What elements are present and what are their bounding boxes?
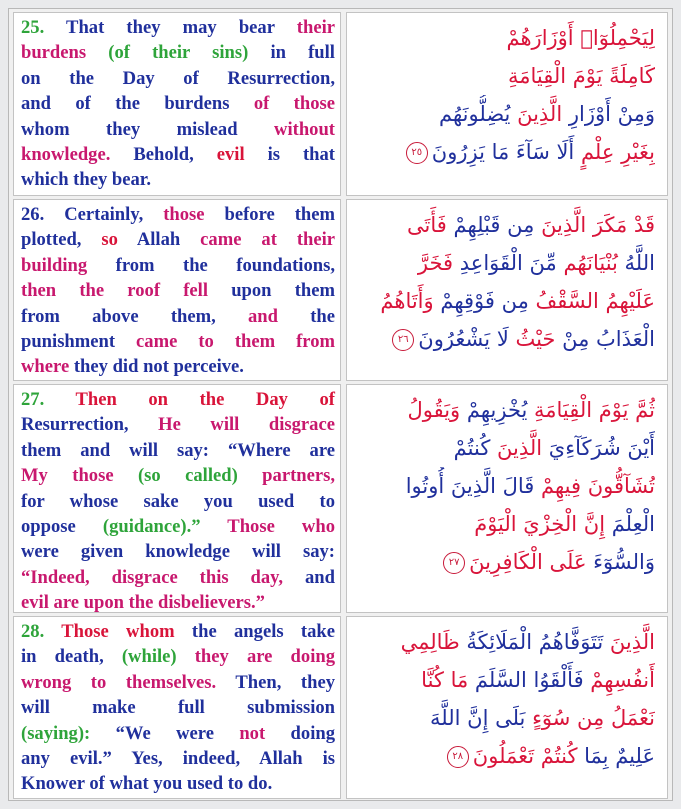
text-segment: (while) <box>121 646 177 668</box>
arabic-line <box>355 467 655 505</box>
english-line <box>21 354 335 379</box>
english-line <box>21 253 335 278</box>
arabic-segment: لِيَحْمِلُوٓا۟ أَوْزَارَهُمْ <box>506 26 655 50</box>
english-line <box>21 66 335 91</box>
text-segment: oppose <box>21 516 103 538</box>
text-segment: which they bear. <box>21 169 151 191</box>
text-segment: 28. <box>21 621 45 642</box>
text-segment: evil <box>216 144 245 166</box>
arabic-segment: مِّنَ الْقَوَاعِدِ <box>453 251 564 275</box>
text-segment: Those whom <box>44 621 192 642</box>
arabic-segment: وَأَتَاهُمُ <box>380 289 434 313</box>
text-segment: in death, <box>21 646 122 668</box>
arabic-line <box>355 133 655 171</box>
verse-row-28 <box>13 616 668 799</box>
text-segment: whom they mislead <box>21 118 275 140</box>
english-line <box>21 619 335 644</box>
text-segment: then the roof fell <box>21 280 208 302</box>
arabic-line <box>355 737 655 775</box>
text-segment: 25. <box>21 17 45 38</box>
verse-row-27 <box>13 384 668 613</box>
arabic-segment: كَامِلَةً يَوْمَ الْقِيَامَةِ <box>508 64 655 88</box>
ayah-number-marker: ٢٨ <box>447 746 469 768</box>
english-line <box>21 771 335 796</box>
text-segment: Then, they <box>216 671 335 693</box>
text-segment: Then on the Day of <box>44 389 335 410</box>
arabic-line <box>355 699 655 737</box>
arabic-segment: ثُمَّ يَوْمَ الْقِيَامَةِ <box>534 398 655 422</box>
text-segment: came to them from <box>136 331 335 353</box>
english-line <box>21 304 335 329</box>
english-line <box>21 565 335 590</box>
arabic-segment: يُخْزِيهِمْ <box>460 398 535 422</box>
text-segment: evil are upon the disbelievers.” <box>21 592 265 614</box>
text-segment: “We were <box>90 722 240 744</box>
arabic-segment: مَا كُنَّا <box>421 668 469 692</box>
arabic-line <box>355 661 655 699</box>
text-segment: the <box>277 305 336 327</box>
arabic-segment: مِن قَبْلِهِمْ <box>446 213 542 237</box>
text-segment: Behold, <box>110 144 217 166</box>
arabic-line <box>355 320 655 358</box>
arabic-text <box>346 12 668 196</box>
arabic-segment: عَلَيْهِمُ السَّقْفُ <box>535 289 655 313</box>
arabic-segment: الَّذِينَ <box>517 102 563 126</box>
arabic-segment: بَلَى إِنَّ اللَّهَ <box>430 706 533 730</box>
arabic-segment: الَّذِينَ <box>497 436 543 460</box>
arabic-line <box>355 429 655 467</box>
arabic-segment: أَيْنَ شُرَكَآءِيَ <box>542 436 655 460</box>
arabic-line <box>355 19 655 57</box>
arabic-segment: فَأَتَى <box>407 213 447 237</box>
english-line <box>21 40 335 65</box>
text-segment: wrong to themselves. <box>21 671 217 693</box>
arabic-text <box>346 384 668 613</box>
arabic-segment: قَدْ مَكَرَ الَّذِينَ <box>541 213 655 237</box>
text-segment: partners, <box>237 465 335 487</box>
text-segment: in full <box>248 42 335 64</box>
text-segment: where <box>21 356 70 378</box>
arabic-segment: قَالَ الَّذِينَ أُوتُوا <box>405 474 541 498</box>
arabic-segment: فَأَلْقَوُا السَّلَمَ <box>468 668 591 692</box>
arabic-segment: عَلَى الْكَافِرِينَ <box>469 550 587 574</box>
text-segment: those <box>163 204 205 225</box>
text-segment: they did not perceive. <box>69 356 244 378</box>
arabic-segment: أَنفُسِهِمْ <box>590 668 655 692</box>
text-segment: this day, <box>199 566 284 588</box>
english-line <box>21 202 335 227</box>
text-segment: Certainly, <box>44 204 164 225</box>
arabic-segment: إِنَّ الْخِزْيَ الْيَوْمَ <box>474 512 606 536</box>
english-line <box>21 721 335 746</box>
text-segment: (guidance).” <box>102 516 201 538</box>
text-segment: any evil.” <box>21 748 112 770</box>
text-segment: “Indeed, disgrace <box>21 566 200 588</box>
text-segment: from the foundations, <box>87 254 335 276</box>
ayah-number-marker: ٢٥ <box>406 142 428 164</box>
text-segment: (saying): <box>21 722 91 744</box>
arabic-segment: بُنْيَانَهُم <box>563 251 618 275</box>
arabic-segment: لَا يَشْعُرُونَ <box>418 327 516 351</box>
arabic-segment: اللَّهُ <box>617 251 655 275</box>
arabic-line <box>355 244 655 282</box>
text-segment: knowledge. <box>21 144 111 166</box>
english-line <box>21 438 335 463</box>
english-line <box>21 412 335 437</box>
text-segment: (of their sins) <box>108 42 249 64</box>
text-segment: Those who <box>200 516 335 538</box>
arabic-segment: وَمِنْ أَوْزَارِ <box>562 102 655 126</box>
text-segment: from above them, <box>21 305 248 327</box>
arabic-segment: حَيْثُ <box>515 327 556 351</box>
text-segment: “Where are <box>227 439 335 461</box>
text-segment: burdens <box>21 42 109 64</box>
arabic-segment: تُشَآقُّونَ فِيهِمْ <box>541 474 655 498</box>
english-line <box>21 489 335 514</box>
english-line <box>21 91 335 116</box>
text-segment: and <box>248 305 278 327</box>
text-segment: Allah is <box>259 748 335 770</box>
english-line <box>21 15 335 40</box>
english-line <box>21 278 335 303</box>
text-segment: will make full submission <box>21 697 335 719</box>
arabic-segment: أَلَا سَآءَ مَا يَزِرُونَ <box>431 140 581 164</box>
arabic-segment: نَعْمَلُ مِن سُوٓءٍ <box>532 706 655 730</box>
english-line <box>21 387 335 412</box>
arabic-segment: الَّذِينَ <box>609 630 655 654</box>
text-segment: That they may bear <box>44 17 297 38</box>
arabic-segment: الْعِلْمَ <box>605 512 655 536</box>
english-line <box>21 167 335 192</box>
arabic-segment: وَالسُّوٓءَ <box>586 550 655 574</box>
english-line <box>21 117 335 142</box>
english-line <box>21 695 335 720</box>
english-line <box>21 590 335 615</box>
arabic-line <box>355 505 655 543</box>
arabic-segment: كُنتُمْ تَعْمَلُونَ <box>472 744 578 768</box>
english-line <box>21 644 335 669</box>
text-segment: for whose sake you used to <box>21 490 335 512</box>
ayah-number-marker: ٢٧ <box>443 552 465 574</box>
text-segment: them and will say: <box>21 439 228 461</box>
english-line <box>21 670 335 695</box>
arabic-segment: بِغَيْرِ عِلْمٍ <box>580 140 655 164</box>
english-line <box>21 329 335 354</box>
arabic-line <box>355 95 655 133</box>
text-segment: before them <box>204 204 335 225</box>
verse-row-26 <box>13 199 668 381</box>
text-segment: not <box>239 722 266 744</box>
english-translation <box>13 12 341 196</box>
text-segment: so <box>101 229 118 251</box>
text-segment: 27. <box>21 389 45 410</box>
arabic-segment: وَيَقُولُ <box>407 398 461 422</box>
text-segment: they are doing <box>176 646 335 668</box>
text-segment: (so called) <box>137 465 238 487</box>
text-segment: doing <box>265 722 335 744</box>
text-segment: He will disgrace <box>158 414 335 436</box>
arabic-segment: مِن فَوْقِهِمْ <box>433 289 536 313</box>
arabic-line <box>355 57 655 95</box>
arabic-line <box>355 391 655 429</box>
text-segment: came at their <box>200 229 336 251</box>
arabic-segment: عَلِيمٌ بِمَا <box>577 744 655 768</box>
arabic-segment: يُضِلُّونَهُم <box>439 102 518 126</box>
text-segment: and of the burdens <box>21 93 254 115</box>
text-segment: Yes, indeed, <box>111 748 260 770</box>
english-translation <box>13 384 341 613</box>
text-segment: upon them <box>208 280 335 302</box>
english-line <box>21 539 335 564</box>
english-line <box>21 746 335 771</box>
english-line <box>21 142 335 167</box>
text-segment: punishment <box>21 331 137 353</box>
text-segment: Knower of what you used to do. <box>21 773 273 795</box>
arabic-segment: فَخَرَّ <box>417 251 454 275</box>
verse-table <box>8 8 673 801</box>
text-segment: without <box>274 118 335 140</box>
text-segment: is that <box>244 144 335 166</box>
arabic-segment: تَتَوَفَّاهُمُ الْمَلَائِكَةُ <box>459 630 610 654</box>
arabic-segment: ظَالِمِي <box>400 630 460 654</box>
ayah-number-marker: ٢٦ <box>392 329 414 351</box>
english-translation <box>13 199 341 381</box>
arabic-line <box>355 623 655 661</box>
arabic-segment: كُنتُمْ <box>453 436 497 460</box>
english-line <box>21 514 335 539</box>
arabic-line <box>355 206 655 244</box>
arabic-text <box>346 199 668 381</box>
text-segment: 26. <box>21 204 45 225</box>
text-segment: the angels take <box>191 621 335 642</box>
arabic-text <box>346 616 668 799</box>
text-segment: My those <box>21 465 138 487</box>
text-segment: plotted, <box>21 229 102 251</box>
english-line <box>21 463 335 488</box>
arabic-segment: الْعَذَابُ مِنْ <box>555 327 655 351</box>
arabic-line <box>355 282 655 320</box>
text-segment: Allah <box>117 229 201 251</box>
text-segment: Resurrection, <box>21 414 159 436</box>
english-line <box>21 227 335 252</box>
arabic-line <box>355 543 655 581</box>
english-translation <box>13 616 341 799</box>
verse-row-25 <box>13 12 668 196</box>
text-segment: of those <box>253 93 335 115</box>
text-segment: their <box>296 17 335 38</box>
text-segment: and <box>283 566 335 588</box>
text-segment: on the Day of Resurrection, <box>21 67 335 89</box>
text-segment: building <box>21 254 88 276</box>
text-segment: were given knowledge will say: <box>21 541 335 563</box>
